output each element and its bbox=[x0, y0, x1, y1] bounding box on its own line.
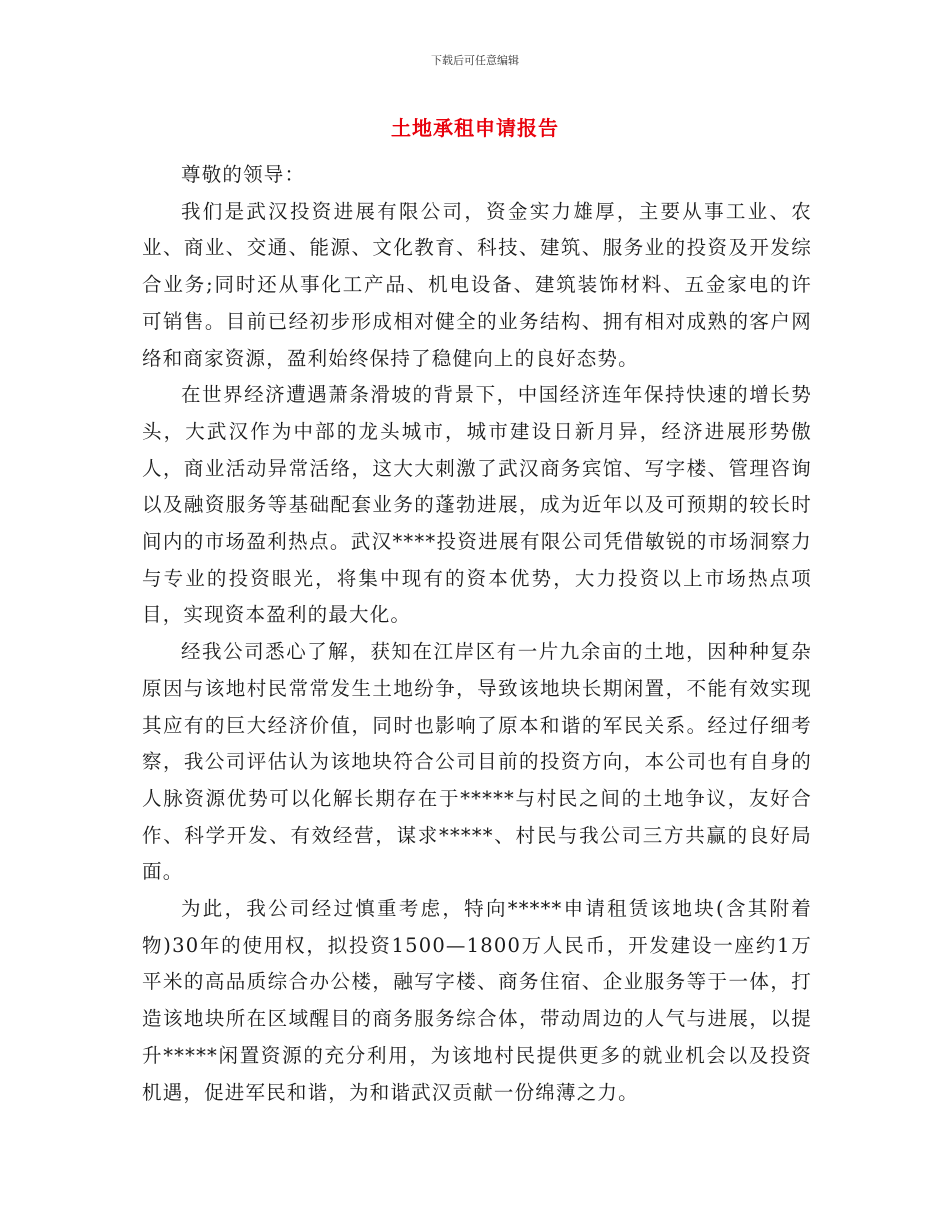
paragraph-company-intro: 我们是武汉投资进展有限公司，资金实力雄厚，主要从事工业、农业、商业、交通、能源、文化教育、科技、建筑、服务业的投资及开发综合业务;同时还从事化工产品、机电设备、建筑装饰材料、五金家电的许可销售。目前已经初步形成相对健全的业务结构、拥有相对成熟的客户网络和商家资源，盈利始终保持了稳健向上的良好态势。 bbox=[142, 199, 812, 370]
salutation: 尊敬的领导： bbox=[181, 163, 306, 186]
paragraph-land-situation: 经我公司悉心了解，获知在江岸区有一片九余亩的土地，因种种复杂原因与该地村民常常发生土地纷争，导致该地块长期闲置，不能有效实现其应有的巨大经济价值，同时也影响了原本和谐的军民关系。经过仔细考察，我公司评估认为该地块符合公司目前的投资方向，本公司也有自身的人脉资源优势可以化解长期存在于*****与村民之间的土地争议，友好合作、科学开发、有效经营，谋求*****、村民与我公司三方共赢的良好局面。 bbox=[142, 640, 812, 884]
paragraph-application: 为此，我公司经过慎重考虑，特向*****申请租赁该地块(含其附着物)30年的使用权，拟投资1500—1800万人民币，开发建设一座约1万平米的高品质综合办公楼，融写字楼、商务住宿、企业服务等于一体，打造该地块所在区域醒目的商务服务综合体，带动周边的人气与进展，以提升*****闲置资源的充分利用，为该地村民提供更多的就业机会以及投资机遇，促进军民和谐，为和谐武汉贡献一份绵薄之力。 bbox=[142, 897, 812, 1104]
page-header-note: 下载后可任意编辑 bbox=[431, 54, 519, 67]
document-body bbox=[142, 157, 812, 1111]
paragraph-market-background: 在世界经济遭遇萧条滑坡的背景下，中国经济连年保持快速的增长势头，大武汉作为中部的龙头城市，城市建设日新月异，经济进展形势傲人，商业活动异常活络，这大大刺激了武汉商务宾馆、写字楼、管理咨询以及融资服务等基础配套业务的蓬勃进展，成为近年以及可预期的较长时间内的市场盈利热点。武汉****投资进展有限公司凭借敏锐的市场洞察力与专业的投资眼光，将集中现有的资本优势，大力投资以上市场热点项目，实现资本盈利的最大化。 bbox=[142, 383, 812, 627]
document-title: 土地承租申请报告 bbox=[391, 116, 559, 140]
